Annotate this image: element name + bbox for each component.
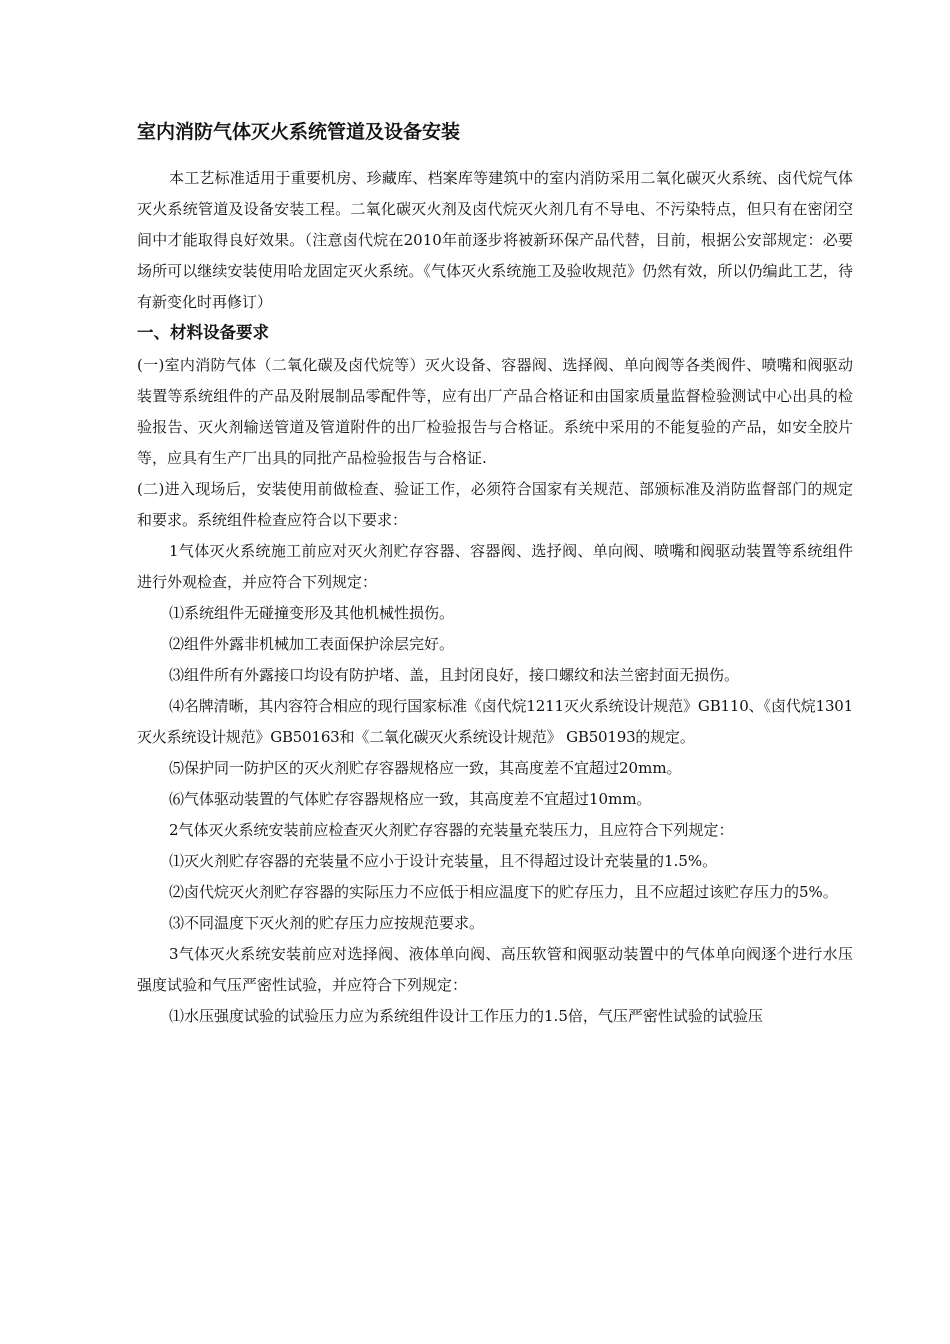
list-item-1: 1气体灭火系统施工前应对灭火剂贮存容器、容器阀、选抒阀、单向阀、喷嘴和阀驱动装置等系统组件进行外观检查，并应符合下列规定：: [137, 542, 853, 591]
section-heading-materials: 一、材料设备要求: [137, 323, 269, 342]
list-item-1-4: ⑷名牌清晰，其内容符合相应的现行国家标准《卤代烷1211灭火系统设计规范》GB110、《卤代烷1301灭火系统设计规范》GB50163和《二氧化碳灭火系统设计规范》 GB50193的规定。: [137, 697, 853, 746]
list-item-1-2: ⑵组件外露非机械加工表面保护涂层完好。: [169, 635, 455, 653]
list-item-1-3: ⑶组件所有外露接口均设有防护堵、盖，且封闭良好，接口螺纹和法兰密封面无损伤。: [169, 666, 740, 684]
intro-paragraph: 本工艺标准适用于重要机房、珍藏库、档案库等建筑中的室内消防采用二氧化碳灭火系统、卤代烷气体灭火系统管道及设备安装工程。二氧化碳灭火剂及卤代烷灭火剂几有不导电、不污染特点，但只有在密闭空间中才能取得良好效果。（注意卤代烷在2010年前逐步将被新环保产品代替，目前，根据公安部规定：必要场所可以继续安装使用哈龙固定灭火系统。《气体灭火系统施工及验收规范》仍然有效，所以仍编此工艺，待有新变化时再修订）: [137, 169, 853, 311]
list-item-1-1: ⑴系统组件无碰撞变形及其他机械性损伤。: [169, 604, 455, 622]
document-title: 室内消防气体灭火系统管道及设备安装: [137, 121, 461, 143]
list-item-1-6: ⑹气体驱动装置的气体贮存容器规格应一致，其高度差不宜超过10mm。: [169, 790, 652, 808]
list-item-2-3: ⑶不同温度下灭火剂的贮存压力应按规范要求。: [169, 914, 485, 932]
list-item-3: 3气体灭火系统安装前应对选择阀、液体单向阀、高压软管和阀驱动装置中的气体单向阀逐个进行水压强度试验和气压严密性试验，并应符合下列规定：: [137, 945, 853, 994]
paragraph-requirement-2: (二)进入现场后，安装使用前做检查、验证工作，必须符合国家有关规范、部颁标准及消防监督部门的规定和要求。系统组件检查应符合以下要求：: [137, 480, 853, 529]
list-item-1-5: ⑸保护同一防护区的灭火剂贮存容器规格应一致，其高度差不宜超过20mm。: [169, 759, 682, 777]
list-item-2: 2气体灭火系统安装前应检查灭火剂贮存容器的充装量充装压力，且应符合下列规定：: [169, 821, 734, 839]
paragraph-requirement-1: (一)室内消防气体（二氧化碳及卤代烷等）灭火设备、容器阀、选择阀、单向阀等各类阀件、喷嘴和阀驱动装置等系统组件的产品及附展制品零配件等，应有出厂产品合格证和由国家质量监督检验测试中心出具的检验报告、灭火剂输送管道及管道附件的出厂检验报告与合格证。系统中采用的不能复验的产品，如安全胶片等，应具有生产厂出具的同批产品检验报告与合格证.: [137, 356, 853, 467]
document-page: [137, 112, 853, 1032]
list-item-2-2: ⑵卤代烷灭火剂贮存容器的实际压力不应低于相应温度下的贮存压力，且不应超过该贮存压力的5%。: [169, 883, 838, 901]
list-item-3-1: ⑴水压强度试验的试验压力应为系统组件设计工作压力的1.5倍，气压严密性试验的试验压: [169, 1007, 763, 1025]
list-item-2-1: ⑴灭火剂贮存容器的充装量不应小于设计充装量，且不得超过设计充装量的1.5%。: [169, 852, 718, 870]
